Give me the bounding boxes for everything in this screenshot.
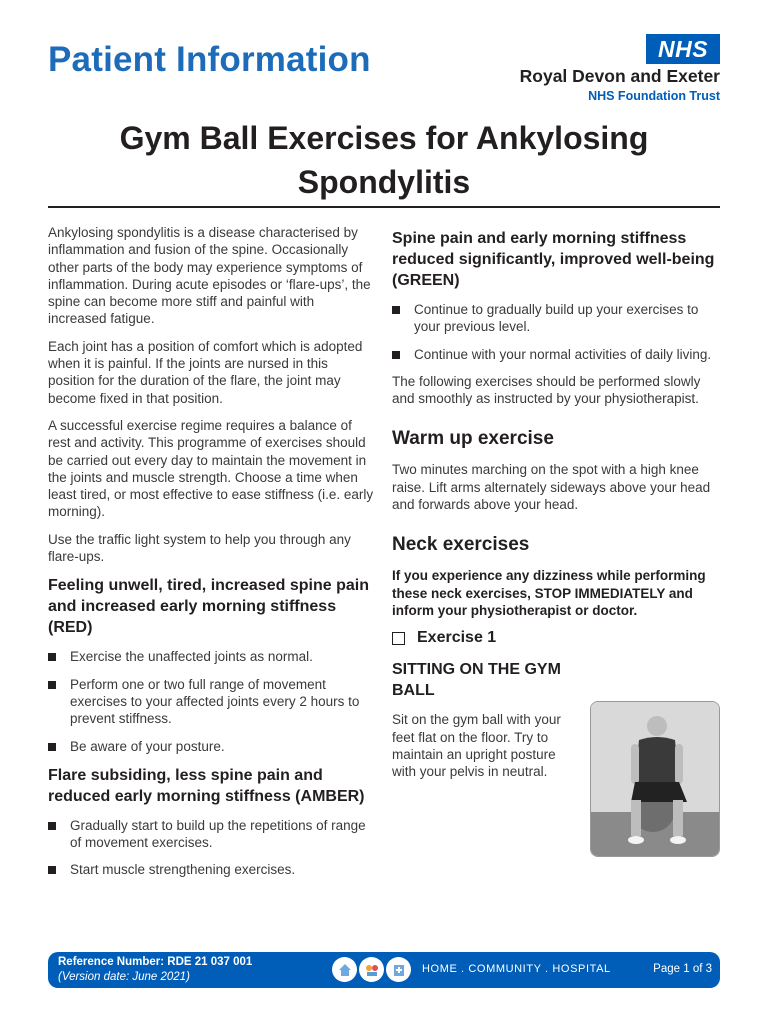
- traffic-light-paragraph: Use the traffic light system to help you through any flare-ups.: [48, 531, 351, 565]
- list-item: Perform one or two full range of movement exercises to your affected joints every 2 hours to prevent stiffness.: [48, 676, 376, 728]
- nhs-logo: NHS: [646, 34, 720, 64]
- hospital-icon: [386, 957, 411, 982]
- exercise-photo: [590, 701, 720, 857]
- bullet-square-icon: [48, 822, 56, 830]
- red-heading: Feeling unwell, tired, increased spine pain and increased early morning stiffness (RED): [48, 577, 369, 637]
- exercise-1-row: [392, 629, 720, 647]
- list-item: Continue with your normal activities of daily living.: [392, 346, 720, 363]
- list-item: Start muscle strengthening exercises.: [48, 861, 376, 878]
- warmup-text: Two minutes marching on the spot with a high knee raise. Lift arms alternately sideways above your head and forwards above your head.: [392, 462, 711, 513]
- green-list: [392, 301, 720, 363]
- left-column: [48, 224, 376, 889]
- amber-list: [48, 817, 376, 879]
- document-title: [48, 116, 720, 204]
- exercise-checkbox[interactable]: [392, 632, 405, 645]
- exercise-1-subheading: SITTING ON THE GYM BALL: [392, 661, 561, 700]
- title-divider: [48, 206, 720, 208]
- bullet-square-icon: [48, 866, 56, 874]
- exercise-1-label: Exercise 1: [417, 629, 497, 647]
- bullet-square-icon: [392, 306, 400, 314]
- list-item: Gradually start to build up the repetitions of range of movement exercises.: [48, 817, 376, 852]
- amber-heading: Flare subsiding, less spine pain and reduced early morning stiffness (AMBER): [48, 766, 365, 805]
- list-item: Exercise the unaffected joints as normal.: [48, 648, 376, 665]
- home-icon: [332, 957, 357, 982]
- footer-bar: [48, 952, 720, 988]
- intro-paragraph: Ankylosing spondylitis is a disease characterised by inflammation and fusion of the spine. Occasionally other parts of the body may experience symptoms of inflammation. During acute episodes or ‘flare-ups’, the spine can become more stiff and painful with increased fatigue.: [48, 225, 371, 327]
- trust-name: Royal Devon and Exeter: [519, 66, 720, 86]
- bullet-square-icon: [392, 351, 400, 359]
- document-title-line-2: Spondylitis: [297, 164, 471, 200]
- document-title-line-1: Gym Ball Exercises for Ankylosing: [119, 120, 649, 156]
- neck-warning: If you experience any dizziness while performing these neck exercises, STOP IMMEDIATELY and inform your physiotherapist or doctor.: [392, 568, 706, 618]
- warmup-heading: Warm up exercise: [392, 428, 554, 450]
- green-heading: Spine pain and early morning stiffness reduced significantly, improved well-being (GREEN): [392, 230, 715, 289]
- footer-slogan: HOME . COMMUNITY . HOSPITAL: [422, 963, 611, 975]
- right-column: [392, 224, 720, 790]
- trust-subtitle: NHS Foundation Trust: [588, 89, 720, 103]
- footer-icons: [332, 957, 413, 982]
- bullet-square-icon: [48, 743, 56, 751]
- list-item: Continue to gradually build up your exercises to your previous level.: [392, 301, 720, 336]
- reference-number: Reference Number: RDE 21 037 001: [58, 956, 253, 968]
- joint-comfort-paragraph: Each joint has a position of comfort which is adopted when it is painful. If the joints are nursed in this position for the duration of the flare, the joint may become fixed in that position.: [48, 338, 363, 406]
- page-header-title: Patient Information: [48, 40, 371, 79]
- exercise-regime-paragraph: A successful exercise regime requires a balance of rest and activity. This programme of exercises should be carried out every day to maintain the movement in the joints and muscle strength. Choose a time when least tired, or most effective to ease stiffness (i.e. early morning).: [48, 417, 374, 520]
- exercise-1-text: Sit on the gym ball with your feet flat on the floor. Try to maintain an upright posture with your pelvis in neutral.: [392, 712, 561, 780]
- following-exercises-paragraph: The following exercises should be performed slowly and smoothly as instructed by your physiotherapist.: [392, 373, 701, 407]
- page-number: Page 1 of 3: [653, 963, 712, 975]
- list-item: Be aware of your posture.: [48, 738, 376, 755]
- gym-ball-person-illustration: [591, 702, 720, 857]
- version-date: (Version date: June 2021): [58, 971, 190, 983]
- red-list: [48, 648, 376, 754]
- neck-heading: Neck exercises: [392, 534, 530, 556]
- bullet-square-icon: [48, 681, 56, 689]
- community-icon: [359, 957, 384, 982]
- bullet-square-icon: [48, 653, 56, 661]
